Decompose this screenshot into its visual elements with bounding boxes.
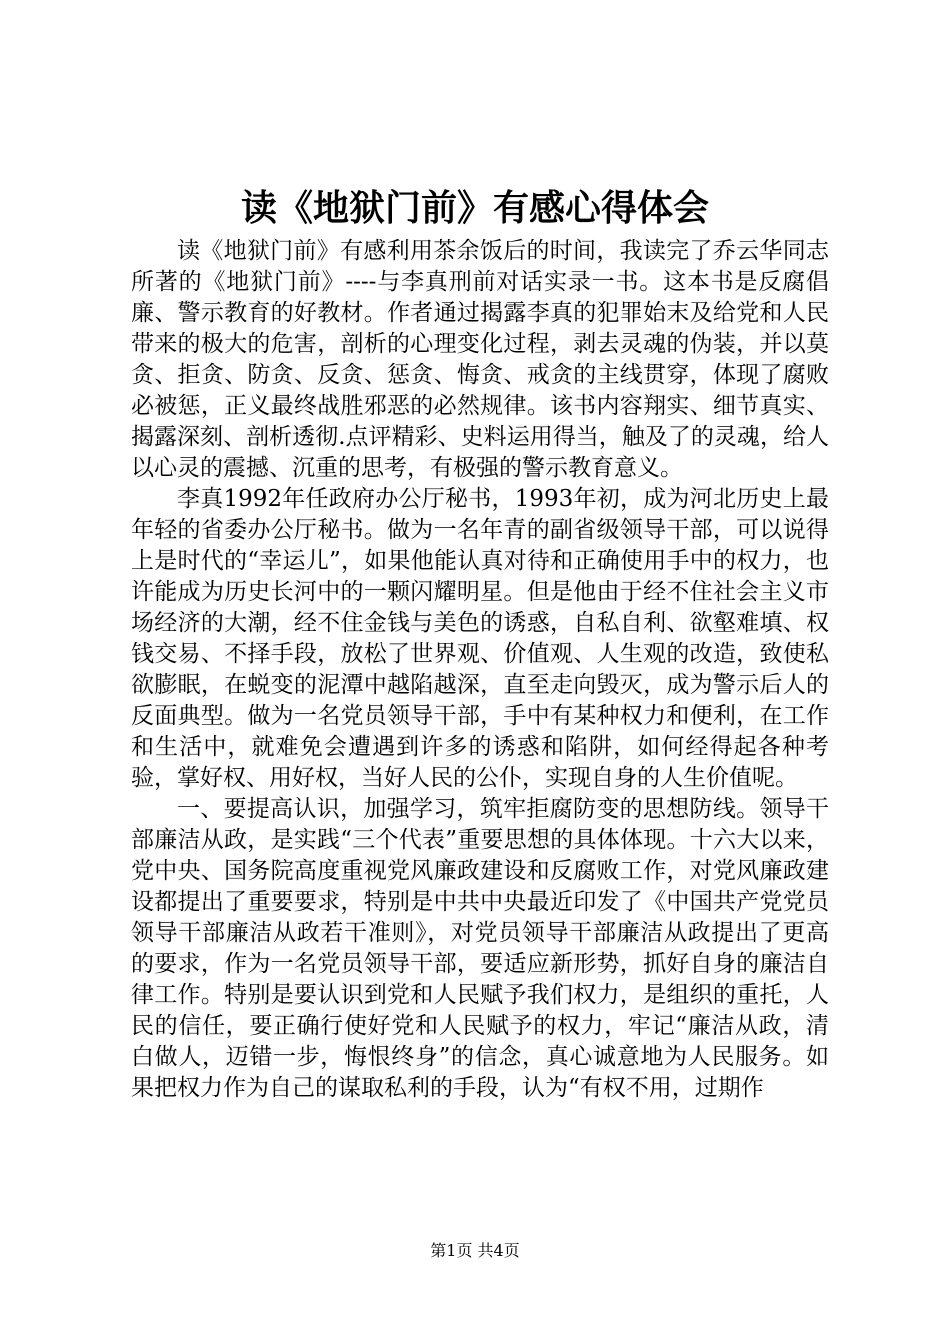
document-body (131, 236, 829, 1104)
paragraph-1: 读《地狱门前》有感利用茶余饭后的时间，我读完了乔云华同志所著的《地狱门前》----与李真刑前对话实录一书。这本书是反腐倡廉、警示教育的好教材。作者通过揭露李真的犯罪始末及给党和人民带来的极大的危害，剖析的心理变化过程，剥去灵魂的伪装，并以莫贪、拒贪、防贪、反贪、惩贪、悔贪、戒贪的主线贯穿，体现了腐败必被惩，正义最终战胜邪恶的必然规律。该书内容翔实、细节真实、揭露深刻、剖析透彻.点评精彩、史料运用得当，触及了的灵魂，给人以心灵的震撼、沉重的思考，有极强的警示教育意义。 (131, 238, 829, 481)
paragraph-3: 一、要提高认识，加强学习，筑牢拒腐防变的思想防线。领导干部廉洁从政，是实践“三个代表”重要思想的具体体现。十六大以来，党中央、国务院高度重视党风廉政建设和反腐败工作，对党风廉政建设都提出了重要要求，特别是中共中央最近印发了《中国共产党党员领导干部廉洁从政若干准则》，对党员领导干部廉洁从政提出了更高的要求，作为一名党员领导干部，要适应新形势，抓好自身的廉洁自律工作。特别是要认识到党和人民赋予我们权力，是组织的重托，人民的信任，要正确行使好党和人民赋予的权力，牢记“廉洁从政，清白做人，迈错一步，悔恨终身”的信念，真心诚意地为人民服务。如果把权力作为自己的谋取私利的手段，认为“有权不用，过期作 (131, 796, 829, 1101)
page-footer: 第1页 共4页 (430, 1241, 520, 1260)
paragraph-2: 李真1992年任政府办公厅秘书，1993年初，成为河北历史上最年轻的省委办公厅秘书。做为一名年青的副省级领导干部，可以说得上是时代的“幸运儿”，如果他能认真对待和正确使用手中的权力，也许能成为历史长河中的一颗闪耀明星。但是他由于经不住社会主义市场经济的大潮，经不住金钱与美色的诱惑，自私自利、欲壑难填、权钱交易、不择手段，放松了世界观、价值观、人生观的改造，致使私欲膨眠，在蜕变的泥潭中越陷越深，直至走向毁灭，成为警示后人的反面典型。做为一名党员领导干部，手中有某种权力和便利，在工作和生活中，就难免会遭遇到许多的诱惑和陷阱，如何经得起各种考验，掌好权、用好权，当好人民的公仆，实现自身的人生价值呢。 (131, 486, 829, 791)
document-title: 读《地狱门前》有感心得体会 (240, 187, 709, 229)
